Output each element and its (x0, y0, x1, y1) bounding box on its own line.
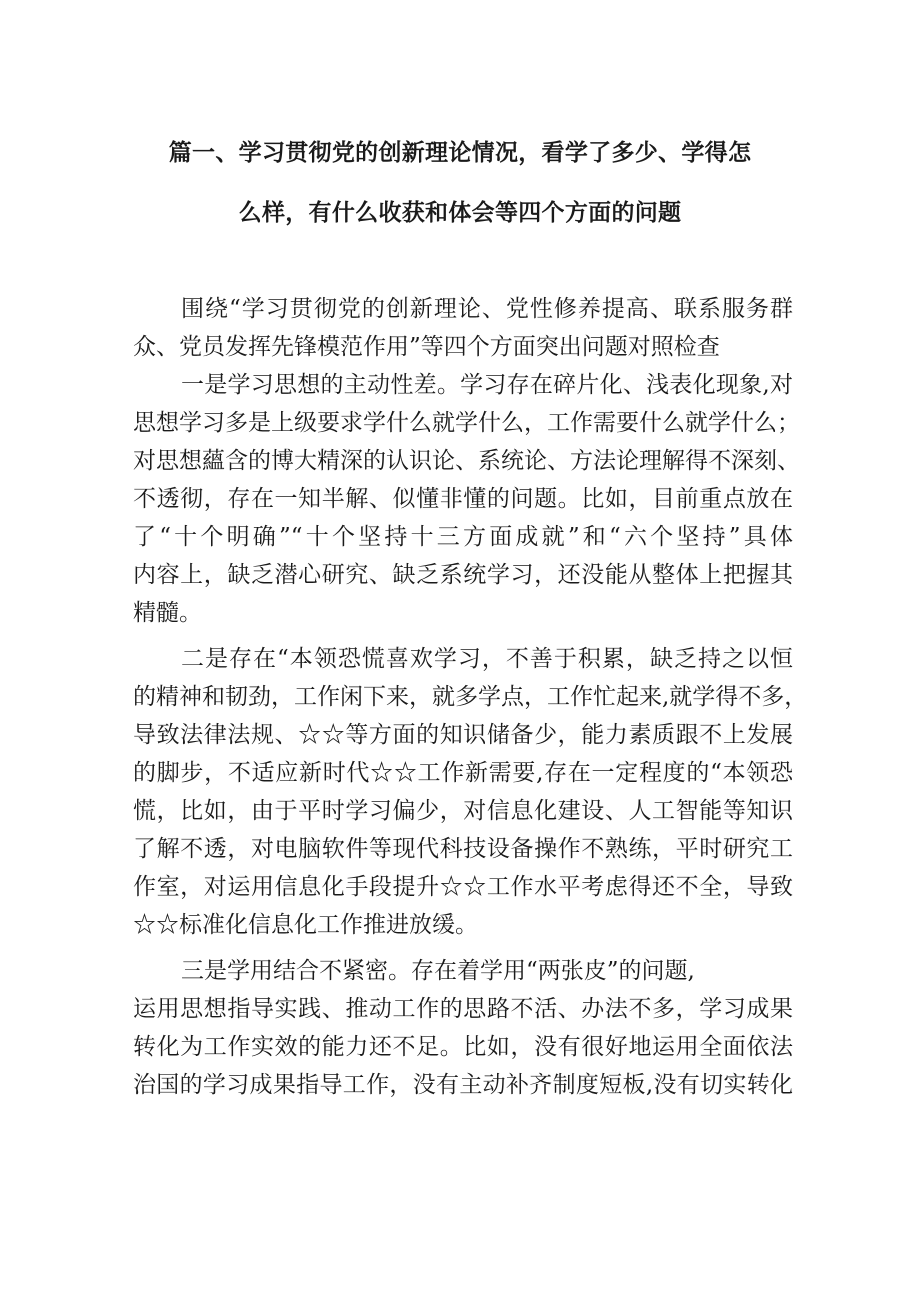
paragraph-line: 三是学用结合不紧密。存在着学用“两张皮”的问题, (181, 958, 695, 984)
paragraph-line: 内容上，缺乏潜心研究、缺乏系统学习，还没能从整体上把握其 (133, 562, 793, 588)
paragraph-line: 治国的学习成果指导工作，没有主动补齐制度短板,没有切实转化 (133, 1072, 793, 1098)
paragraph-line: 转化为工作实效的能力还不足。比如，没有很好地运用全面依法 (133, 1034, 793, 1060)
paragraph-line: 的精神和韧劲，工作闲下来，就多学点，工作忙起来,就学得不多， (133, 684, 808, 710)
paragraph-line: ☆☆标准化信息化工作推进放缓。 (133, 912, 478, 938)
paragraph-line: 导致法律法规、☆☆等方面的知识储备少，能力素质跟不上发展 (133, 722, 793, 748)
paragraph-line: 众、党员发挥先锋模范作用”等四个方面突出问题对照检查 (133, 334, 720, 360)
paragraph-line: 运用思想指导实践、推动工作的思路不活、办法不多，学习成果 (133, 996, 793, 1022)
paragraph-line: 的脚步，不适应新时代☆☆工作新需要,存在一定程度的“本领恐 (133, 760, 793, 786)
paragraph-line: 一是学习思想的主动性差。学习存在碎片化、浅表化现象,对 (181, 372, 793, 398)
paragraph-line: 思想学习多是上级要求学什么就学什么，工作需要什么就学什么； (133, 410, 800, 436)
paragraph-line: 了解不透，对电脑软件等现代科技设备操作不熟练，平时研究工 (133, 836, 793, 862)
paragraph-line: 二是存在“本领恐慌喜欢学习，不善于积累，缺乏持之以恒 (181, 646, 793, 672)
paragraph-line: 作室，对运用信息化手段提升☆☆工作水平考虑得还不全，导致 (133, 874, 793, 900)
document-title-line-1: 篇一、学习贯彻党的创新理论情况，看学了多少、学得怎 (168, 140, 752, 166)
paragraph-line: 了“十个明确”“十个坚持十三方面成就”和“六个坚持”具体 (133, 524, 793, 550)
document-title-line-2: 么样，有什么收获和体会等四个方面的问题 (238, 200, 682, 226)
paragraph-line: 慌，比如，由于平时学习偏少，对信息化建设、人工智能等知识 (133, 798, 793, 824)
paragraph-line: 精髓。 (133, 600, 202, 626)
paragraph-line: 围绕“学习贯彻党的创新理论、党性修养提高、联系服务群 (181, 296, 793, 322)
paragraph-line: 对思想蘊含的博大精深的认识论、系统论、方法论理解得不深刻、 (133, 448, 800, 474)
paragraph-line: 不透彻，存在一知半解、似懂非懂的问题。比如，目前重点放在 (133, 486, 793, 512)
